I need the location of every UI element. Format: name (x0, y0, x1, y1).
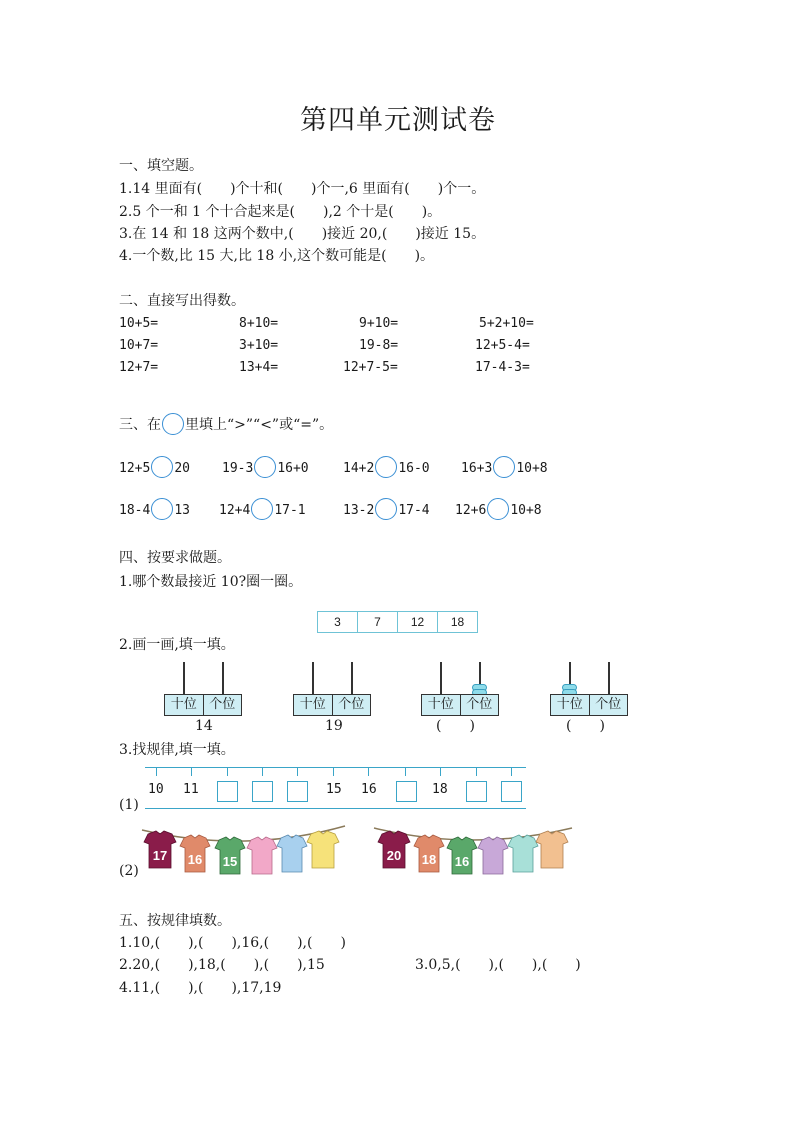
answer-circle[interactable] (151, 456, 173, 478)
ones-label: 个位 (466, 697, 493, 712)
shirt-number: 20 (386, 848, 402, 863)
tick-mark (511, 767, 512, 776)
tick-mark (191, 767, 192, 776)
calc-item: 12+7= (119, 360, 159, 375)
abacus-rod (222, 662, 224, 694)
ones-label: 个位 (338, 697, 365, 712)
calc-item: 12+5-4= (475, 338, 530, 353)
answer-box[interactable] (396, 781, 417, 802)
calc-item: 19-8= (359, 338, 399, 353)
answer-circle[interactable] (151, 498, 173, 520)
abacus-rod (608, 662, 610, 694)
section-4-heading: 四、按要求做题。 (119, 550, 231, 566)
shirt (447, 837, 477, 874)
shirt-number: 18 (421, 852, 437, 867)
answer-circle[interactable] (254, 456, 276, 478)
shirt (277, 835, 307, 872)
shirt (215, 837, 245, 874)
s4-question-1: 1.哪个数最接近 10?圈一圈。 (119, 574, 303, 590)
s1-question-2: 2.5 个一和 1 个十合起来是( ),2 个十是( )。 (119, 204, 442, 220)
ones-label: 个位 (209, 697, 236, 712)
abacus-value: 14 (195, 718, 213, 734)
shirt (478, 837, 508, 874)
number-line-bottom (145, 808, 526, 809)
answer-box[interactable] (501, 781, 522, 802)
s5-question-3: 3.0,5,( ),( ),( ) (415, 957, 581, 973)
abacus-rod (312, 662, 314, 694)
compare-item: 14+2 16-0 (343, 456, 430, 478)
s4-question-3: 3.找规律,填一填。 (119, 742, 235, 758)
s5-question-2: 2.20,( ),18,( ),( ),15 (119, 957, 325, 973)
tick-mark (297, 767, 298, 776)
tens-label: 十位 (422, 695, 461, 715)
abacus-value: 19 (325, 718, 343, 734)
abacus-rod (440, 662, 442, 694)
shirt (378, 831, 410, 868)
section-5-heading: 五、按规律填数。 (119, 913, 231, 929)
tick-mark (440, 767, 441, 776)
number-line-label: 10 (148, 782, 164, 797)
page-title: 第四单元测试卷 (300, 105, 496, 136)
abacus-rod (351, 662, 353, 694)
tens-label: 十位 (165, 695, 204, 715)
number-line-label: 18 (432, 782, 448, 797)
calc-item: 13+4= (239, 360, 279, 375)
compare-item: 18-4 13 (119, 498, 190, 520)
shirt-number: 16 (454, 854, 470, 869)
shirt (508, 835, 538, 872)
calc-item: 10+5= (119, 316, 159, 331)
number-choice[interactable]: 18 (450, 615, 465, 629)
shirt (247, 837, 277, 874)
compare-item: 12+6 10+8 (455, 498, 542, 520)
number-choice[interactable]: 7 (358, 612, 398, 632)
calc-item: 10+7= (119, 338, 159, 353)
number-line-label: 16 (361, 782, 377, 797)
part-1-label: (1) (119, 797, 139, 813)
section-2-heading: 二、直接写出得数。 (119, 293, 245, 309)
s1-question-1: 1.14 里面有( )个十和( )个一,6 里面有( )个一。 (119, 181, 486, 197)
section-1-heading: 一、填空题。 (119, 158, 203, 174)
tens-label: 十位 (551, 695, 590, 715)
number-choice[interactable]: 3 (318, 612, 358, 632)
answer-circle[interactable] (493, 456, 515, 478)
section-3-heading: 三、在 里填上“>”“<”或“=”。 (119, 413, 333, 435)
answer-circle[interactable] (162, 413, 184, 435)
shirt-number: 15 (222, 854, 238, 869)
answer-circle[interactable] (487, 498, 509, 520)
shirt (536, 831, 568, 868)
compare-item: 19-3 16+0 (222, 456, 309, 478)
place-value-table (164, 694, 242, 716)
calc-item: 12+7-5= (343, 360, 398, 375)
tick-mark (405, 767, 406, 776)
shirt (307, 831, 339, 868)
number-line-top (145, 767, 526, 768)
answer-box[interactable] (217, 781, 238, 802)
answer-circle[interactable] (375, 456, 397, 478)
tick-mark (476, 767, 477, 776)
answer-circle[interactable] (251, 498, 273, 520)
compare-item: 16+3 10+8 (461, 456, 548, 478)
calc-item: 3+10= (239, 338, 279, 353)
ones-label: 个位 (595, 697, 622, 712)
s1-question-3: 3.在 14 和 18 这两个数中,( )接近 20,( )接近 15。 (119, 226, 486, 242)
abacus-answer[interactable]: ( ) (436, 718, 475, 734)
part-2-label: (2) (119, 863, 139, 879)
tens-label: 十位 (294, 695, 333, 715)
number-choice[interactable]: 12 (398, 612, 438, 632)
place-value-table (421, 694, 499, 716)
answer-box[interactable] (252, 781, 273, 802)
tick-mark (333, 767, 334, 776)
s5-question-1: 1.10,( ),( ),16,( ),( ) (119, 935, 346, 951)
tick-mark (227, 767, 228, 776)
shirt (414, 835, 444, 872)
place-value-table (293, 694, 371, 716)
tick-mark (156, 767, 157, 776)
compare-item: 13-2 17-4 (343, 498, 430, 520)
number-choices (317, 611, 478, 633)
shirt-number: 17 (152, 848, 168, 863)
calc-item: 17-4-3= (475, 360, 530, 375)
answer-box[interactable] (287, 781, 308, 802)
shirt (180, 835, 210, 872)
shirt-number: 16 (187, 852, 203, 867)
clothesline-left (140, 822, 350, 884)
calc-item: 5+2+10= (479, 316, 534, 331)
answer-box[interactable] (466, 781, 487, 802)
s1-question-4: 4.一个数,比 15 大,比 18 小,这个数可能是( )。 (119, 248, 435, 264)
shirt (144, 831, 176, 868)
place-value-table (550, 694, 628, 716)
abacus-answer[interactable]: ( ) (566, 718, 605, 734)
compare-item: 12+4 17-1 (219, 498, 306, 520)
abacus-rod (183, 662, 185, 694)
s5-question-4: 4.11,( ),( ),17,19 (119, 980, 282, 996)
calc-item: 8+10= (239, 316, 279, 331)
compare-item: 12+5 20 (119, 456, 190, 478)
clothesline-right (372, 822, 577, 884)
s4-question-2: 2.画一画,填一填。 (119, 637, 235, 653)
number-line-label: 15 (326, 782, 342, 797)
answer-circle[interactable] (375, 498, 397, 520)
tick-mark (262, 767, 263, 776)
number-line-label: 11 (183, 782, 199, 797)
calc-item: 9+10= (359, 316, 399, 331)
tick-mark (368, 767, 369, 776)
